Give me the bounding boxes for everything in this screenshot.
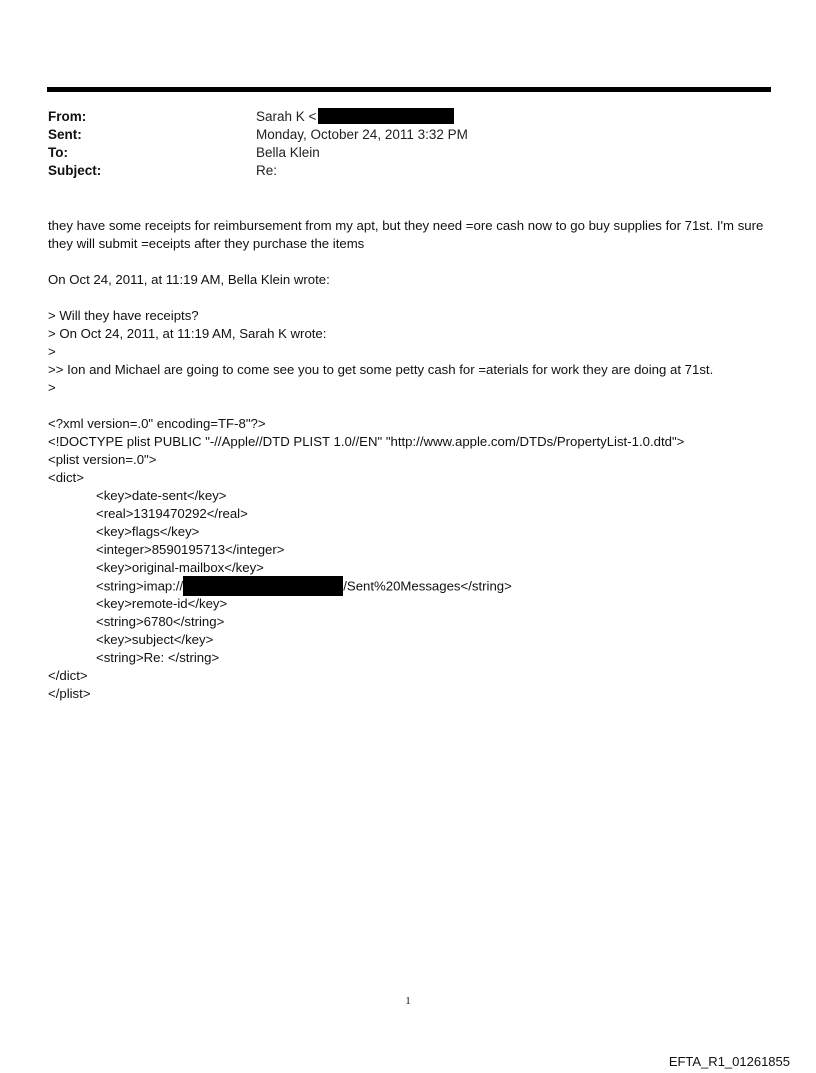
dict-close: </dict> bbox=[48, 668, 88, 683]
imap-prefix: <string>imap:// bbox=[96, 578, 184, 594]
header-rule bbox=[47, 87, 771, 92]
plist-doctype: <!DOCTYPE plist PUBLIC "-//Apple//DTD PLIST 1.0//EN" "http://www.apple.com/DTDs/PropertyList-1.0.dtd"> bbox=[48, 434, 685, 449]
plist-key-subject: <key>subject</key> bbox=[96, 632, 214, 647]
quote-line-3: > bbox=[48, 344, 56, 359]
plist-imap-string bbox=[48, 577, 768, 595]
subject-label: Subject: bbox=[48, 163, 102, 178]
spacer bbox=[48, 289, 768, 307]
bates-number: EFTA_R1_01261855 bbox=[668, 1054, 790, 1069]
reply-paragraph: they have some receipts for reimbursement from my apt, but they need =ore cash now to go buy supplies for 71st. I'm sure they will submit =eceipts after they purchase the items bbox=[48, 218, 764, 251]
quote-line-4: >> Ion and Michael are going to come see you to get some petty cash for =aterials for work they are doing at 71st. bbox=[48, 362, 714, 377]
plist-subject-value: <string>Re: </string> bbox=[96, 650, 220, 665]
sent-label: Sent: bbox=[48, 127, 82, 142]
quote-line-5: > bbox=[48, 380, 56, 395]
quote-line-2: > On Oct 24, 2011, at 11:19 AM, Sarah K wrote: bbox=[48, 326, 327, 341]
plist-remote-id-value: <string>6780</string> bbox=[96, 614, 225, 629]
email-body bbox=[48, 217, 768, 703]
plist-key-original-mailbox: <key>original-mailbox</key> bbox=[96, 560, 264, 575]
plist-real-value: <real>1319470292</real> bbox=[96, 506, 248, 521]
plist-key-remote-id: <key>remote-id</key> bbox=[96, 596, 228, 611]
plist-xml-decl: <?xml version=.0" encoding=TF-8"?> bbox=[48, 416, 266, 431]
to-label: To: bbox=[48, 145, 68, 160]
from-label: From: bbox=[48, 109, 87, 124]
plist-integer-value: <integer>8590195713</integer> bbox=[96, 542, 285, 557]
from-name: Sarah K < bbox=[256, 109, 317, 124]
subject-value: Re: bbox=[256, 163, 278, 178]
redacted-email-block bbox=[318, 108, 454, 124]
quote-line-1: > Will they have receipts? bbox=[48, 308, 199, 323]
to-value: Bella Klein bbox=[256, 145, 320, 160]
from-value bbox=[256, 108, 454, 126]
attribution-line: On Oct 24, 2011, at 11:19 AM, Bella Klein wrote: bbox=[48, 272, 330, 287]
plist-key-flags: <key>flags</key> bbox=[96, 524, 200, 539]
redacted-imap-block bbox=[183, 576, 343, 596]
plist-key-date-sent: <key>date-sent</key> bbox=[96, 488, 227, 503]
plist-open: <plist version=.0"> bbox=[48, 452, 157, 467]
spacer bbox=[48, 397, 768, 415]
dict-open: <dict> bbox=[48, 470, 84, 485]
sent-value: Monday, October 24, 2011 3:32 PM bbox=[256, 127, 468, 142]
plist-close: </plist> bbox=[48, 686, 91, 701]
page-number: 1 bbox=[405, 995, 411, 1007]
imap-suffix: /Sent%20Messages</string> bbox=[343, 578, 512, 594]
spacer bbox=[48, 253, 768, 271]
